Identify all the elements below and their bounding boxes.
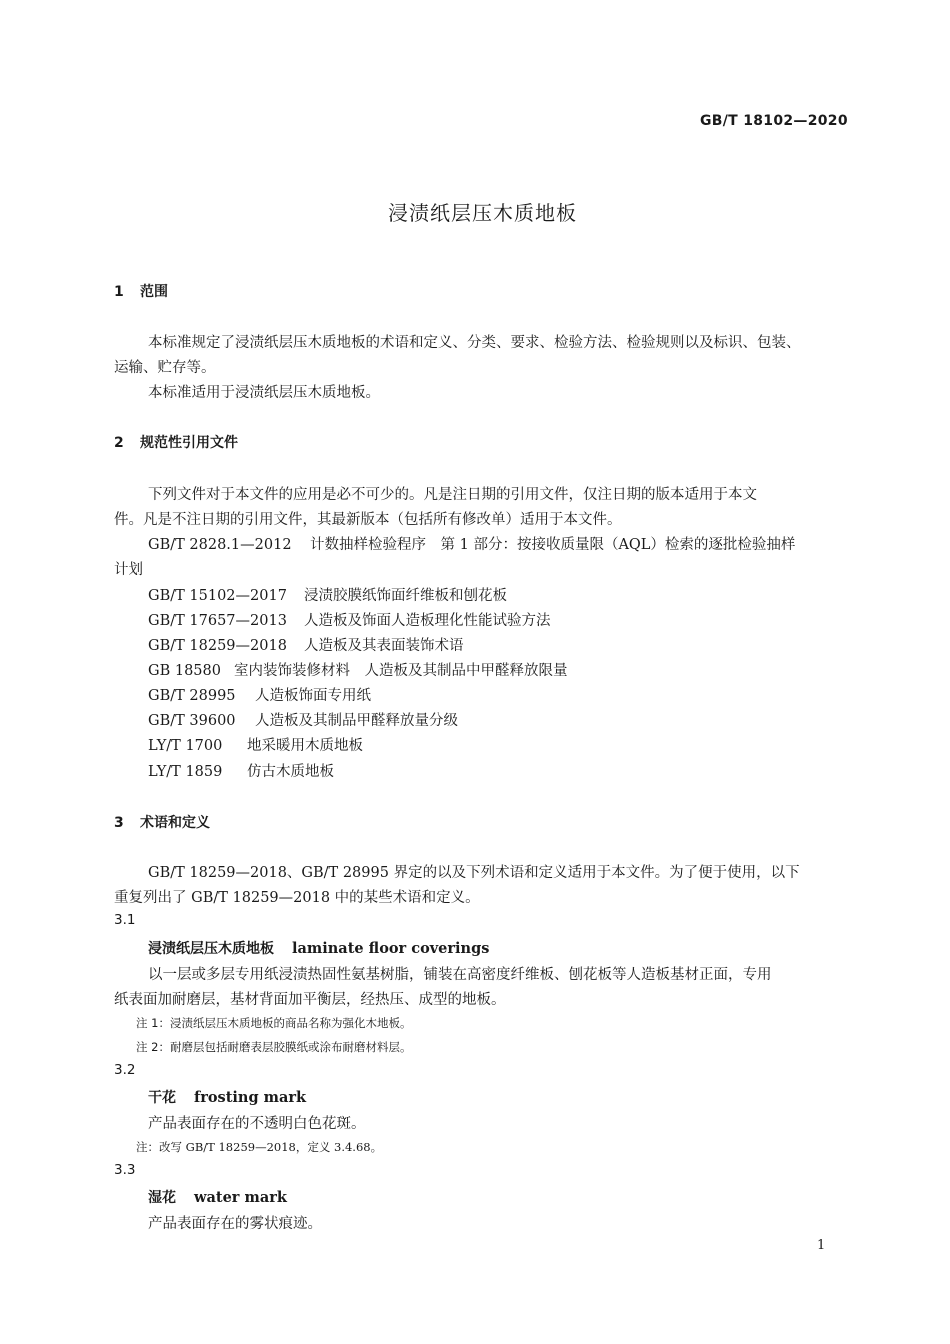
reference-item [148,709,458,730]
definition-line: 纸表面加耐磨层，基材背面加平衡层，经热压、成型的地板。 [114,992,506,1008]
note-label: 注 1： [136,1016,170,1030]
term-name [148,938,489,958]
section-1-heading [114,281,168,301]
reference-title-continued: 计划 [114,562,143,578]
definition-line: 以一层或多层专用纸浸渍热固性氨基树脂，铺装在高密度纤维板、刨花板等人造板基材正面，专用 [148,967,772,983]
reference-code: GB/T 15102—2017 [148,588,287,604]
reference-title: 地采暖用木质地板 [247,738,363,754]
note-label: 注 2： [136,1040,170,1054]
paragraph-line: GB/T 18259—2018、GB/T 28995 界定的以及下列术语和定义适用于本文件。为了便于使用，以下 [148,865,800,881]
reference-code: GB/T 17657—2013 [148,613,287,629]
reference-item [148,634,464,655]
reference-item [148,584,507,605]
reference-title: 浸渍胶膜纸饰面纤维板和刨花板 [304,588,507,604]
reference-code: GB/T 39600 [148,713,236,729]
note-text: 改写 GB/T 18259—2018，定义 3.4.68。 [159,1140,383,1154]
reference-item [148,760,334,781]
reference-title: 计数抽样检验程序 第 1 部分：按接收质量限（AQL）检索的逐批检验抽样 [310,537,796,553]
term-number: 3.1 [114,912,136,928]
section-title: 规范性引用文件 [140,435,238,451]
reference-code: GB 18580 [148,663,221,679]
paragraph-line: 重复列出了 GB/T 18259—2018 中的某些术语和定义。 [114,890,480,906]
reference-code: GB/T 18259—2018 [148,638,287,654]
section-number: 1 [114,284,124,300]
section-title: 范围 [140,284,168,300]
paragraph-line: 件。凡是不注日期的引用文件，其最新版本（包括所有修改单）适用于本文件。 [114,512,622,528]
standard-code: GB/T 18102—2020 [700,113,848,129]
reference-item [148,684,371,705]
term-name [148,1087,306,1107]
term-name-zh: 浸渍纸层压木质地板 [148,941,274,957]
definition-line: 产品表面存在的雾状痕迹。 [148,1216,322,1232]
reference-code: GB/T 2828.1—2012 [148,537,292,553]
note [136,1139,382,1155]
note-label: 注： [136,1140,159,1154]
reference-title: 人造板及饰面人造板理化性能试验方法 [304,613,551,629]
section-number: 3 [114,815,124,831]
note [136,1039,411,1055]
section-3-heading [114,812,210,832]
page-number: 1 [817,1238,826,1253]
reference-item [148,659,568,680]
term-name-en: water mark [194,1189,287,1206]
reference-code: LY/T 1859 [148,764,223,780]
paragraph-line: 本标准规定了浸渍纸层压木质地板的术语和定义、分类、要求、检验方法、检验规则以及标识、包装、 [148,335,801,351]
note-text: 浸渍纸层压木质地板的商品名称为强化木地板。 [169,1016,412,1030]
term-name-en: frosting mark [194,1089,307,1106]
reference-title: 室内装饰装修材料 人造板及其制品中甲醛释放限量 [234,663,568,679]
term-number: 3.2 [114,1062,136,1078]
section-number: 2 [114,435,124,451]
note [136,1015,411,1031]
definition-line: 产品表面存在的不透明白色花斑。 [148,1116,366,1132]
document-title: 浸渍纸层压木质地板 [388,201,577,225]
reference-title: 人造板及其表面装饰术语 [304,638,464,654]
section-2-heading [114,432,238,452]
section-title: 术语和定义 [140,815,210,831]
reference-item [148,734,363,755]
reference-item [148,533,795,554]
reference-title: 人造板饰面专用纸 [255,688,371,704]
term-name-en: laminate floor coverings [292,940,490,957]
paragraph-line: 运输、贮存等。 [114,360,216,376]
paragraph-line: 下列文件对于本文件的应用是必不可少的。凡是注日期的引用文件，仅注日期的版本适用于本文 [148,487,757,503]
term-name-zh: 干花 [148,1090,176,1106]
term-name-zh: 湿花 [148,1190,176,1206]
reference-code: LY/T 1700 [148,738,223,754]
term-number: 3.3 [114,1162,136,1178]
term-name [148,1187,287,1207]
paragraph: 本标准适用于浸渍纸层压木质地板。 [148,385,380,401]
note-text: 耐磨层包括耐磨表层胶膜纸或涂布耐磨材料层。 [169,1040,412,1054]
reference-title: 仿古木质地板 [247,764,334,780]
reference-title: 人造板及其制品甲醛释放量分级 [255,713,458,729]
reference-code: GB/T 28995 [148,688,236,704]
reference-item [148,609,551,630]
